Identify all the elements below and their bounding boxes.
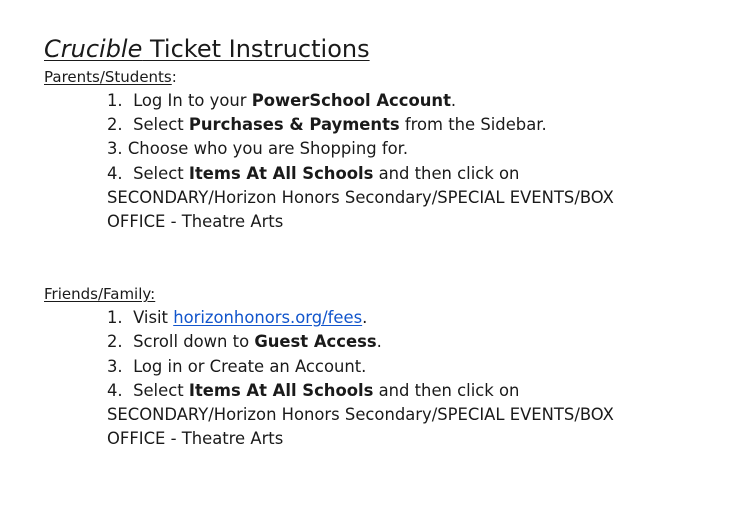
step-text: Visit xyxy=(133,308,174,328)
step-text: Log in or Create an Account. xyxy=(133,356,367,376)
step-number: 3. xyxy=(107,356,123,376)
friends-step-4 xyxy=(107,379,724,452)
step-text: . xyxy=(362,308,368,328)
step-text: Select xyxy=(133,163,189,183)
title-italic: Crucible xyxy=(44,35,143,63)
step-text: from the Sidebar. xyxy=(399,115,547,135)
step-number: 2. xyxy=(107,115,123,135)
step-number: 2. xyxy=(107,332,123,352)
step-path-line: OFFICE - Theatre Arts xyxy=(107,429,284,449)
document-body xyxy=(44,34,724,451)
step-text: Choose who you are Shopping for. xyxy=(127,139,409,159)
step-number: 1. xyxy=(107,91,123,110)
step-bold-text: Purchases & Payments xyxy=(188,115,400,135)
step-path-line: SECONDARY/Horizon Honors Secondary/SPECIAL EVENTS/BOX xyxy=(107,187,614,207)
friends-heading xyxy=(44,285,724,304)
step-text: and then click on xyxy=(373,163,520,183)
step-number: 4. xyxy=(107,380,123,400)
parents-heading xyxy=(44,68,724,87)
friends-heading-text: Friends/Family: xyxy=(44,285,156,304)
step-text: Select xyxy=(133,380,189,400)
step-text: Log In to your xyxy=(133,91,252,110)
step-text: Scroll down to xyxy=(133,332,255,352)
parents-step-4 xyxy=(107,162,724,235)
section-gap xyxy=(44,234,724,281)
parents-heading-text: Parents/Students xyxy=(44,68,172,86)
step-path-line: SECONDARY/Horizon Honors Secondary/SPECIAL EVENTS/BOX xyxy=(107,405,614,425)
step-path-line: OFFICE - Theatre Arts xyxy=(107,212,284,232)
parents-heading-colon: : xyxy=(171,68,177,86)
parents-step-3 xyxy=(107,137,724,161)
step-bold-text: Items At All Schools xyxy=(188,163,374,183)
friends-step-3 xyxy=(107,355,724,379)
page-title xyxy=(44,34,724,64)
step-number: 3. xyxy=(107,139,123,159)
friends-steps-list xyxy=(107,306,724,451)
fees-link[interactable]: horizonhonors.org/fees xyxy=(173,308,363,328)
title-rest: Ticket Instructions xyxy=(142,35,370,63)
step-number: 1. xyxy=(107,308,123,328)
friends-step-2 xyxy=(107,330,724,354)
step-text: and then click on xyxy=(373,380,520,400)
friends-step-1 xyxy=(107,306,724,330)
step-bold-text: Items At All Schools xyxy=(188,380,374,400)
parents-steps-list xyxy=(107,89,724,234)
step-bold-text: Guest Access xyxy=(254,332,377,352)
step-text: Select xyxy=(133,115,189,135)
parents-step-2 xyxy=(107,113,724,137)
step-number: 4. xyxy=(107,163,123,183)
step-bold-text: PowerSchool Account xyxy=(251,91,451,110)
parents-step-1 xyxy=(107,89,724,113)
step-text: . xyxy=(450,91,457,110)
step-text: . xyxy=(376,332,382,352)
